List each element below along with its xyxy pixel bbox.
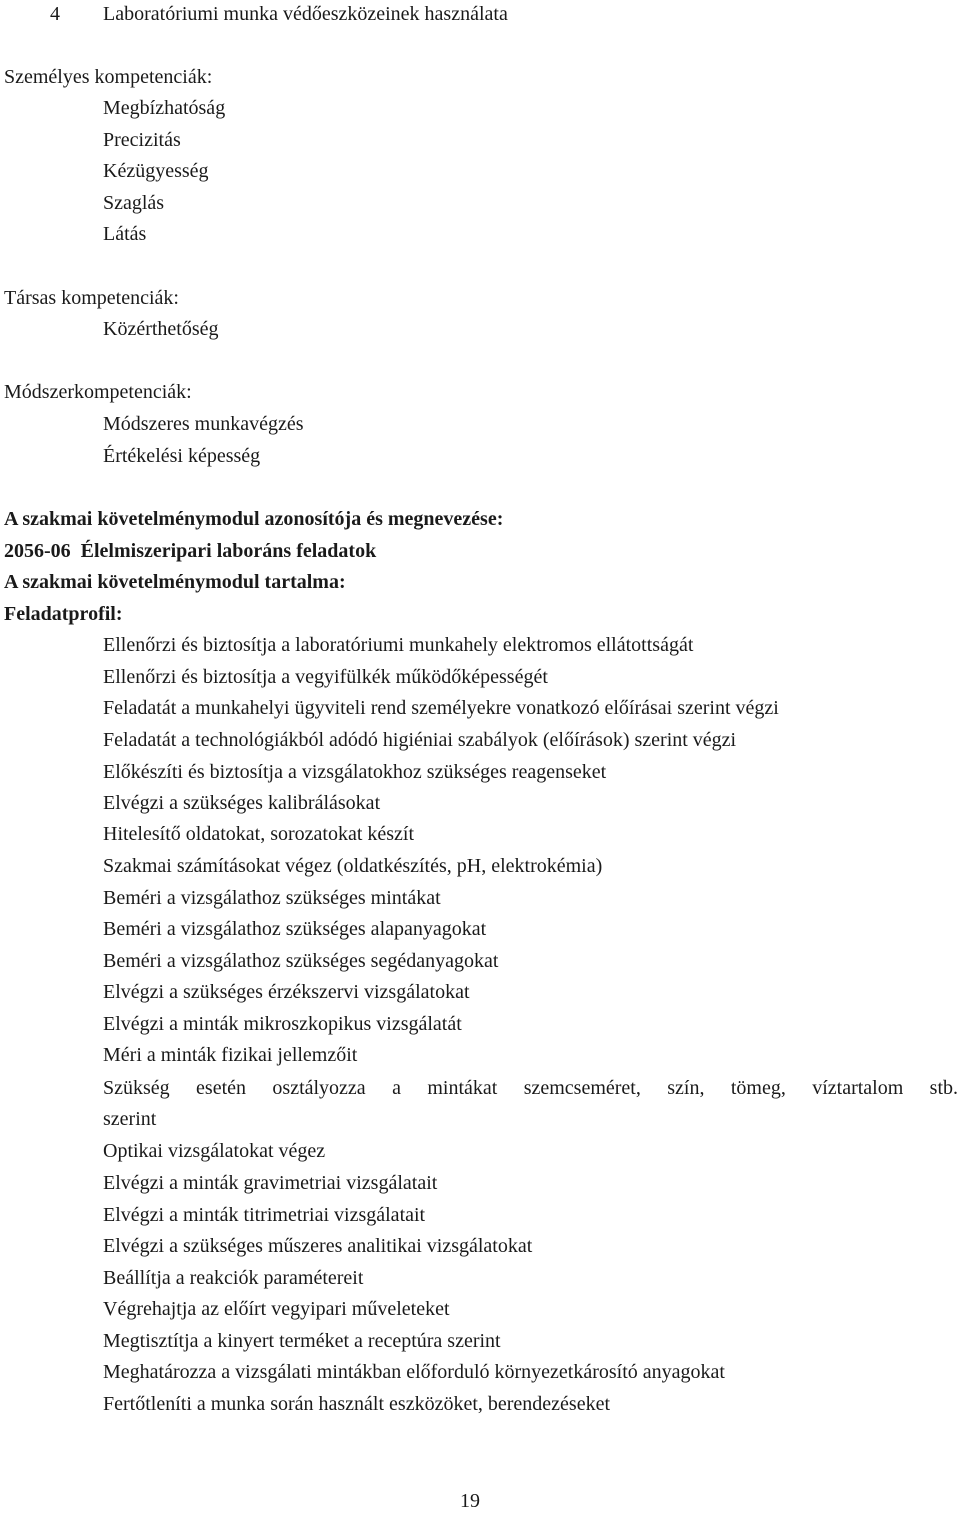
task-item: Elvégzi a szükséges műszeres analitikai vizsgálatokat — [103, 1235, 533, 1257]
word: osztályozza — [272, 1077, 366, 1099]
task-item: Elvégzi a minták mikroszkopikus vizsgálatát — [103, 1013, 462, 1035]
task-item: Szakmai számításokat végez (oldatkészítés, pH, elektrokémia) — [103, 855, 603, 877]
list-item: Megbízhatóság — [103, 97, 226, 119]
task-item: Méri a minták fizikai jellemzőit — [103, 1044, 358, 1066]
word: víztartalom — [812, 1077, 904, 1099]
personal-competencies-label: Személyes kompetenciák: — [4, 66, 213, 88]
task-item: Elvégzi a szükséges kalibrálásokat — [103, 792, 381, 814]
task-item: Elvégzi a szükséges érzékszervi vizsgálatokat — [103, 981, 470, 1003]
profile-label: Feladatprofil: — [4, 603, 123, 625]
page-number: 19 — [460, 1490, 480, 1512]
section-number: 4 — [50, 3, 60, 25]
task-item: Megtisztítja a kinyert terméket a receptúra szerint — [103, 1330, 501, 1352]
word: mintákat — [427, 1077, 498, 1099]
list-item: Kézügyesség — [103, 160, 209, 182]
task-item: Beméri a vizsgálathoz szükséges segédanyagokat — [103, 950, 499, 972]
list-item: Értékelési képesség — [103, 445, 261, 467]
task-item: Feladatát a technológiákból adódó higiéniai szabályok (előírások) szerint végzi — [103, 729, 737, 751]
task-item-justified — [103, 1076, 958, 1100]
task-item: Elvégzi a minták titrimetriai vizsgálatait — [103, 1204, 426, 1226]
word: szín, — [667, 1077, 705, 1099]
word: esetén — [196, 1077, 247, 1099]
task-item: Előkészíti és biztosítja a vizsgálatokhoz szükséges reagenseket — [103, 761, 607, 783]
module-id-value: 2056-06 Élelmiszeripari laboráns feladatok — [4, 540, 377, 562]
section-title: Laboratóriumi munka védőeszközeinek használata — [103, 3, 508, 25]
word: a — [392, 1077, 401, 1099]
task-item: Ellenőrzi és biztosítja a laboratóriumi munkahely elektromos ellátottságát — [103, 634, 694, 656]
task-item: Hitelesítő oldatokat, sorozatokat készít — [103, 823, 415, 845]
task-item: Beállítja a reakciók paramétereit — [103, 1267, 364, 1289]
method-competencies-label: Módszerkompetenciák: — [4, 381, 192, 403]
task-item: Beméri a vizsgálathoz szükséges alapanyagokat — [103, 918, 487, 940]
task-item: Beméri a vizsgálathoz szükséges mintákat — [103, 887, 441, 909]
list-item: Precizitás — [103, 129, 181, 151]
social-competencies-label: Társas kompetenciák: — [4, 287, 179, 309]
list-item: Szaglás — [103, 192, 165, 214]
word: szemcseméret, — [523, 1077, 641, 1099]
list-item: Módszeres munkavégzés — [103, 413, 304, 435]
module-id-label: A szakmai követelménymodul azonosítója és megnevezése: — [4, 508, 504, 530]
list-item: Látás — [103, 223, 147, 245]
task-item-continuation: szerint — [103, 1108, 157, 1130]
list-item: Közérthetőség — [103, 318, 219, 340]
task-item: Fertőtleníti a munka során használt eszközöket, berendezéseket — [103, 1393, 611, 1415]
word: tömeg, — [730, 1077, 786, 1099]
task-item: Optikai vizsgálatokat végez — [103, 1140, 326, 1162]
module-content-label: A szakmai követelménymodul tartalma: — [4, 571, 346, 593]
task-item: Végrehajtja az előírt vegyipari műveleteket — [103, 1298, 450, 1320]
task-item: Elvégzi a minták gravimetriai vizsgálatait — [103, 1172, 438, 1194]
word: Szükség — [103, 1077, 170, 1099]
task-item: Meghatározza a vizsgálati mintákban előforduló környezetkárosító anyagokat — [103, 1361, 725, 1383]
task-item: Feladatát a munkahelyi ügyviteli rend személyekre vonatkozó előírásai szerint végzi — [103, 697, 779, 719]
word: stb. — [929, 1077, 958, 1099]
task-item: Ellenőrzi és biztosítja a vegyifülkék működőképességét — [103, 666, 548, 688]
